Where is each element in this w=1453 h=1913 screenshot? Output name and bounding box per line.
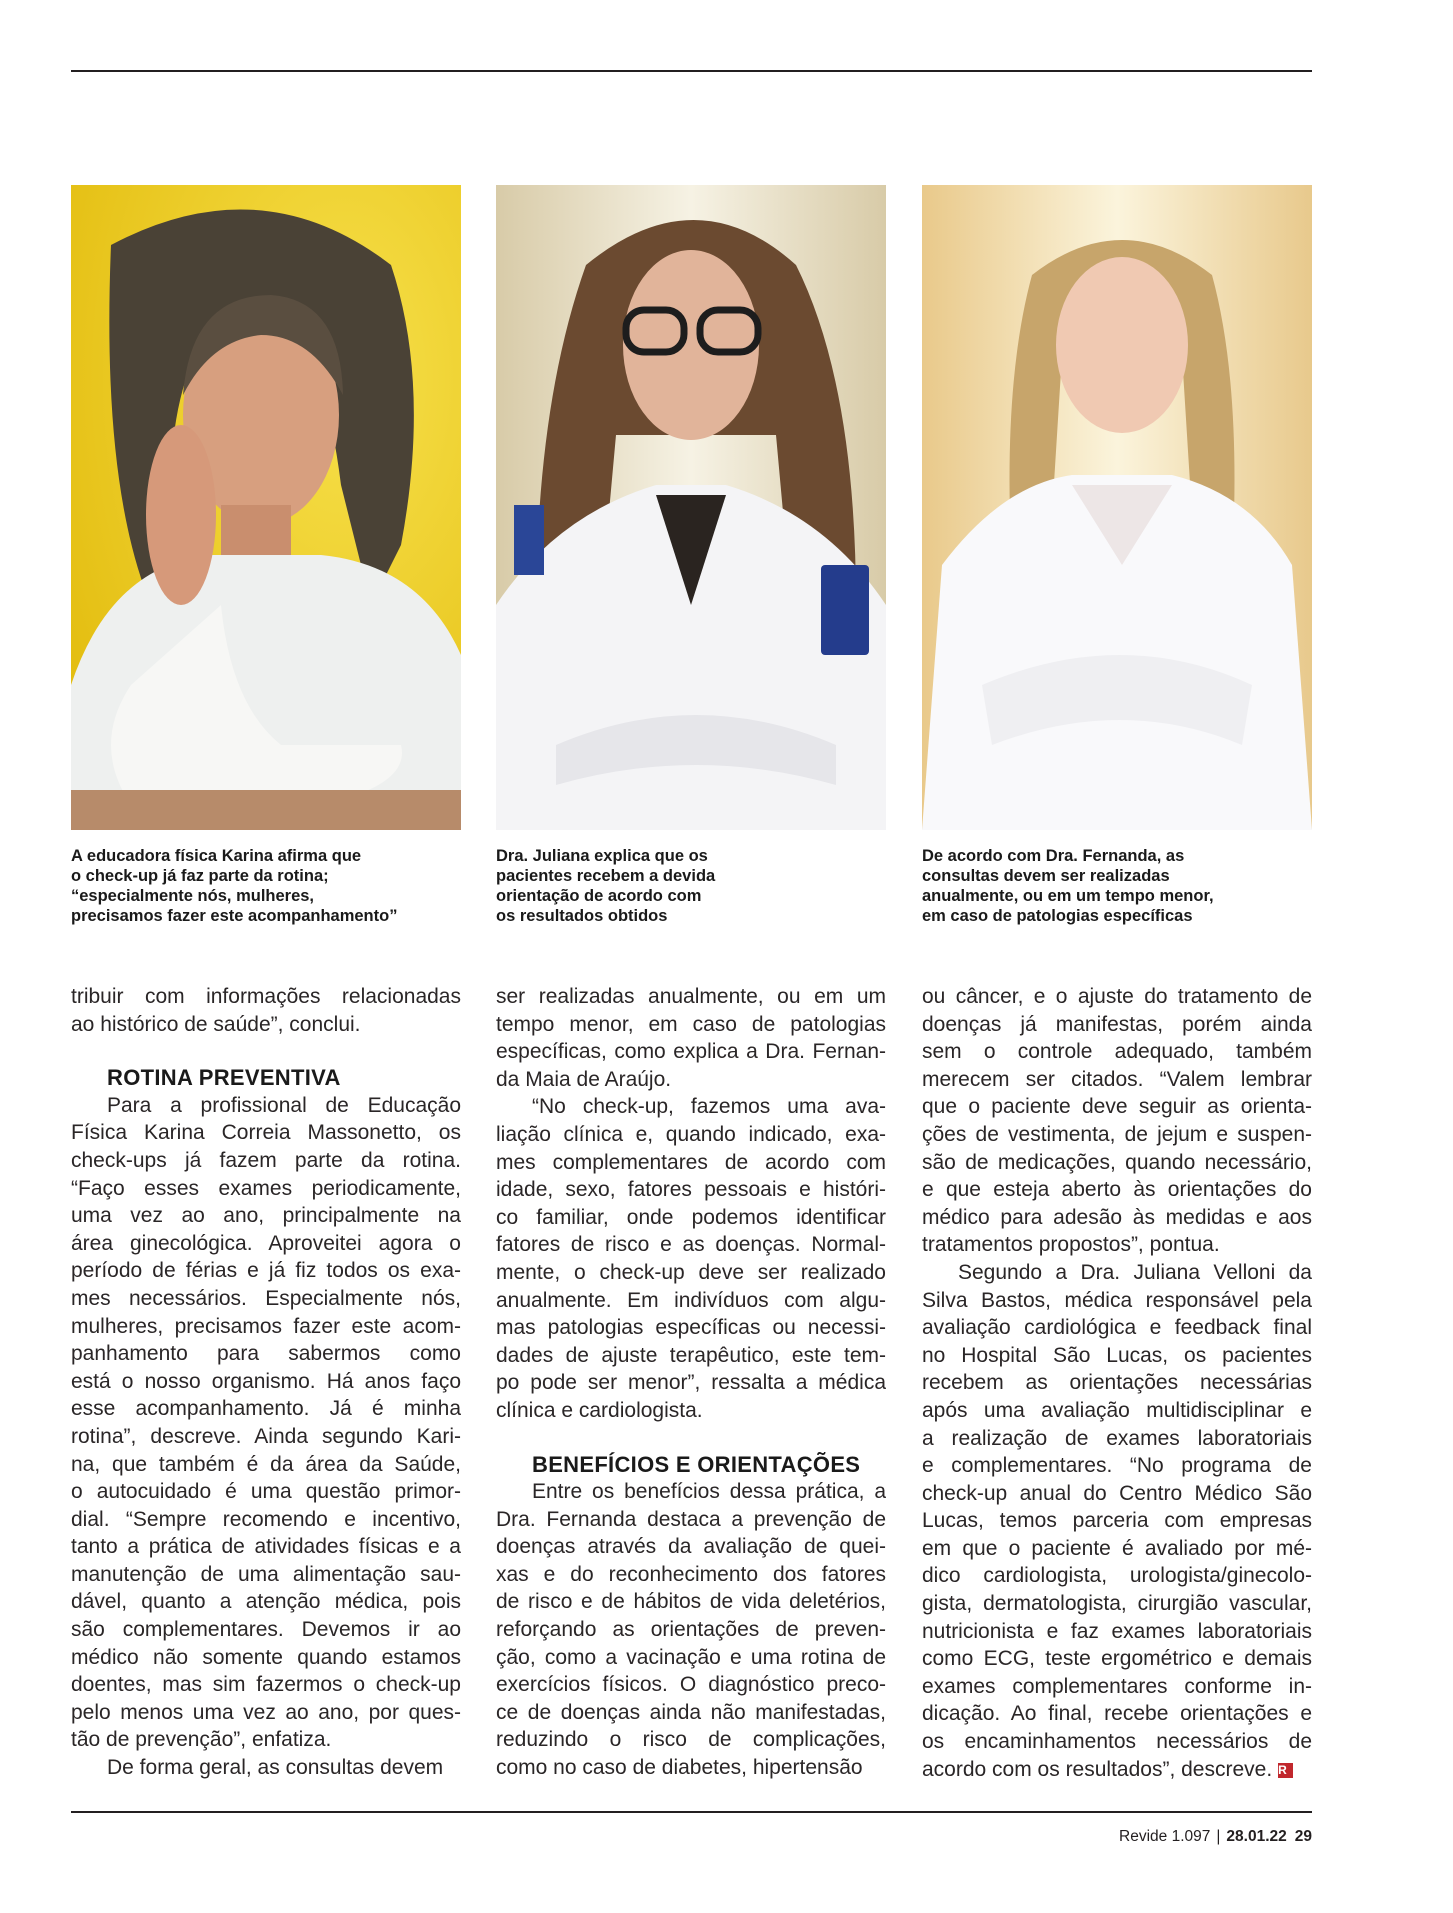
text-line: check-ups já fazem parte da rotina. (71, 1148, 461, 1172)
text-line: e que esteja aberto às orientações do (922, 1178, 1312, 1202)
caption-line: Dra. Juliana explica que os (496, 847, 708, 865)
text-line: Para a profissional de Educação (107, 1093, 461, 1117)
text-line: período de férias e já fiz todos os exa- (71, 1259, 461, 1283)
text-line: anualmente. Em indivíduos com algu- (496, 1288, 886, 1312)
text-line: idade, sexo, fatores pessoais e históri- (496, 1178, 886, 1202)
text-line: como no caso de diabetes, hipertensão (496, 1756, 863, 1780)
text-line: ce de doenças ainda não manifestadas, (496, 1700, 886, 1724)
text-line: fatores de risco e as doenças. Normal- (496, 1233, 886, 1257)
caption-line: os resultados obtidos (496, 907, 668, 925)
text-line: esse acompanhamento. Já é minha (71, 1397, 461, 1421)
text-line: ção, como a vacinação e uma rotina de (496, 1645, 886, 1669)
text-line: o autocuidado é uma questão primor- (71, 1480, 461, 1504)
juliana-portrait-photo (496, 185, 886, 830)
section-gap (71, 1038, 461, 1064)
article-column-1 (71, 983, 461, 1782)
text-line: a realização de exames laboratoriais (922, 1426, 1312, 1450)
text-line: dável, quanto a atenção médica, pois (71, 1590, 461, 1614)
caption-line: “especialmente nós, mulheres, (71, 887, 315, 905)
text-line: xas e do reconhecimento dos fatores (496, 1562, 886, 1586)
text-line: ou câncer, e o ajuste do tratamento de (922, 985, 1312, 1008)
text-line: manutenção de uma alimentação sau- (71, 1562, 461, 1586)
caption-line: anualmente, ou em um tempo menor, (922, 887, 1214, 905)
text-line: nutricionista e faz exames laboratoriais (922, 1619, 1312, 1643)
text-line: em que o paciente é avaliado por mé- (922, 1536, 1312, 1560)
end-of-article-icon: R (1278, 1763, 1293, 1778)
text-line: são complementares. Devemos ir ao (71, 1618, 461, 1642)
text-line: De forma geral, as consultas devem (107, 1756, 444, 1780)
text-line: “Faço esses exames periodicamente, (71, 1176, 461, 1200)
text-line: Segundo a Dra. Juliana Velloni da (958, 1260, 1312, 1284)
text-line: que o paciente deve seguir as orienta- (922, 1095, 1312, 1119)
section-heading: BENEFÍCIOS E ORIENTAÇÕES (532, 1451, 861, 1477)
text-line: co familiar, onde podemos identificar (496, 1205, 886, 1229)
article-column-2 (496, 983, 886, 1782)
text-line: Dra. Fernanda destaca a prevenção de (496, 1507, 886, 1531)
bottom-rule (71, 1811, 1312, 1813)
text-line: área ginecológica. Aproveitei agora o (71, 1231, 461, 1255)
text-line: ções de vestimenta, de jejum e suspen- (922, 1122, 1312, 1146)
text-line: e complementares. “No programa de (922, 1454, 1312, 1478)
text-line: dial. “Sempre recomendo e incentivo, (71, 1507, 461, 1531)
text-line: liação clínica e, quando indicado, exa- (496, 1122, 886, 1146)
text-line: Silva Bastos, médica responsável pela (922, 1288, 1312, 1312)
caption-line: pacientes recebem a devida (496, 867, 716, 885)
text-line: mes necessários. Especialmente nós, (71, 1286, 461, 1310)
caption-line: consultas devem ser realizadas (922, 867, 1170, 885)
text-line: está o nosso organismo. Há anos faço (71, 1369, 461, 1393)
text-line: doentes, mas sim fazermos o check-up (71, 1673, 461, 1697)
text-line: “No check-up, fazemos uma ava- (532, 1095, 886, 1119)
caption-line: o check-up já faz parte da rotina; (71, 867, 329, 885)
text-line: doenças já manifestas, porém ainda (922, 1012, 1312, 1036)
text-line: específicas, como explica a Dra. Fernan- (496, 1040, 886, 1064)
caption-line: em caso de patologias específicas (922, 907, 1193, 925)
text-line: merecem ser citados. “Valem lembrar (922, 1067, 1312, 1091)
footer-separator: | (1216, 1828, 1221, 1845)
issue-date: 28.01.22 (1226, 1828, 1287, 1845)
text-line: tempo menor, em caso de patologias (496, 1012, 886, 1036)
magazine-issue: Revide 1.097 (1119, 1828, 1211, 1845)
text-line: tanto a prática de atividades físicas e a (71, 1535, 461, 1559)
caption-line: De acordo com Dra. Fernanda, as (922, 847, 1185, 865)
text-line: reforçando as orientações de preven- (496, 1618, 886, 1642)
text-line: rotina”, descreve. Ainda segundo Kari- (71, 1424, 461, 1448)
text-line: dades de ajuste terapêutico, este tem- (496, 1343, 886, 1367)
text-line: são de medicações, quando necessário, (922, 1150, 1312, 1174)
caption-karina (71, 846, 461, 926)
text-line: uma vez ao ano, principalmente na (71, 1204, 461, 1228)
text-line: panhamento para sabermos como (71, 1342, 461, 1366)
text-line: exercícios físicos. O diagnóstico preco- (496, 1673, 886, 1697)
text-line: dico cardiologista, urologista/ginecolo- (922, 1564, 1312, 1588)
text-line: médico não somente quando estamos (71, 1645, 461, 1669)
text-line: mes complementares de acordo com (496, 1150, 886, 1174)
page-number: 29 (1294, 1828, 1312, 1845)
text-line: de risco e de hábitos de vida deletérios, (496, 1590, 886, 1614)
fernanda-portrait-photo (922, 185, 1312, 830)
caption-line: precisamos fazer este acompanhamento” (71, 907, 398, 925)
text-line: check-up anual do Centro Médico São (922, 1481, 1312, 1505)
text-line: Física Karina Correia Massonetto, os (71, 1121, 461, 1145)
text-line: po pode ser menor”, ressalta a médica (496, 1371, 886, 1395)
text-line: pelo menos uma vez ao ano, por ques- (71, 1700, 461, 1724)
text-line: mas patologias específicas ou necessi- (496, 1316, 886, 1340)
top-rule (71, 70, 1312, 72)
article-column-3 (922, 983, 1312, 1783)
text-line: ser realizadas anualmente, ou em um (496, 985, 886, 1008)
text-line: Entre os benefícios dessa prática, a (532, 1480, 886, 1504)
text-line: acordo com os resultados”, descreve. R (922, 1756, 1312, 1784)
text-line: tão de prevenção”, enfatiza. (71, 1728, 332, 1752)
text-line: mulheres, precisamos fazer este acom- (71, 1314, 461, 1338)
section-heading: ROTINA PREVENTIVA (107, 1065, 341, 1091)
text-line: ao histórico de saúde”, conclui. (71, 1012, 361, 1036)
page-footer (1119, 1828, 1312, 1846)
text-line: dicação. Ao final, recebe orientações e (922, 1702, 1312, 1726)
text-line: no Hospital São Lucas, os pacientes (922, 1343, 1312, 1367)
text-line: médico para adesão às medidas e aos (922, 1205, 1312, 1229)
text-line: sem o controle adequado, também (922, 1040, 1312, 1064)
text-line: após uma avaliação multidisciplinar e (922, 1398, 1312, 1422)
text-line: avaliação cardiológica e feedback final (922, 1316, 1312, 1340)
karina-portrait-photo (71, 185, 461, 830)
text-line: da Maia de Araújo. (496, 1067, 672, 1091)
caption-line: orientação de acordo com (496, 887, 702, 905)
text-line: recebem as orientações necessárias (922, 1371, 1312, 1395)
text-line: como ECG, teste ergométrico e demais (922, 1647, 1312, 1671)
text-line: doenças através da avaliação de quei- (496, 1535, 886, 1559)
text-line: clínica e cardiologista. (496, 1398, 703, 1422)
text-line: exames complementares conforme in- (922, 1674, 1312, 1698)
caption-line: A educadora física Karina afirma que (71, 847, 362, 865)
text-line: gista, dermatologista, cirurgião vascular, (922, 1592, 1312, 1616)
text-line: Lucas, temos parceria com empresas (922, 1509, 1312, 1533)
text-line: na, que também é da área da Saúde, (71, 1452, 461, 1476)
section-gap (496, 1425, 886, 1451)
caption-fernanda (922, 846, 1312, 926)
text-line: reduzindo o risco de complicações, (496, 1728, 886, 1752)
text-line: mente, o check-up deve ser realizado (496, 1260, 886, 1284)
text-line: tribuir com informações relacionadas (71, 985, 461, 1008)
text-line: tratamentos propostos”, pontua. (922, 1233, 1220, 1257)
text-line: os encaminhamentos necessários de (922, 1730, 1312, 1754)
caption-juliana (496, 846, 886, 926)
